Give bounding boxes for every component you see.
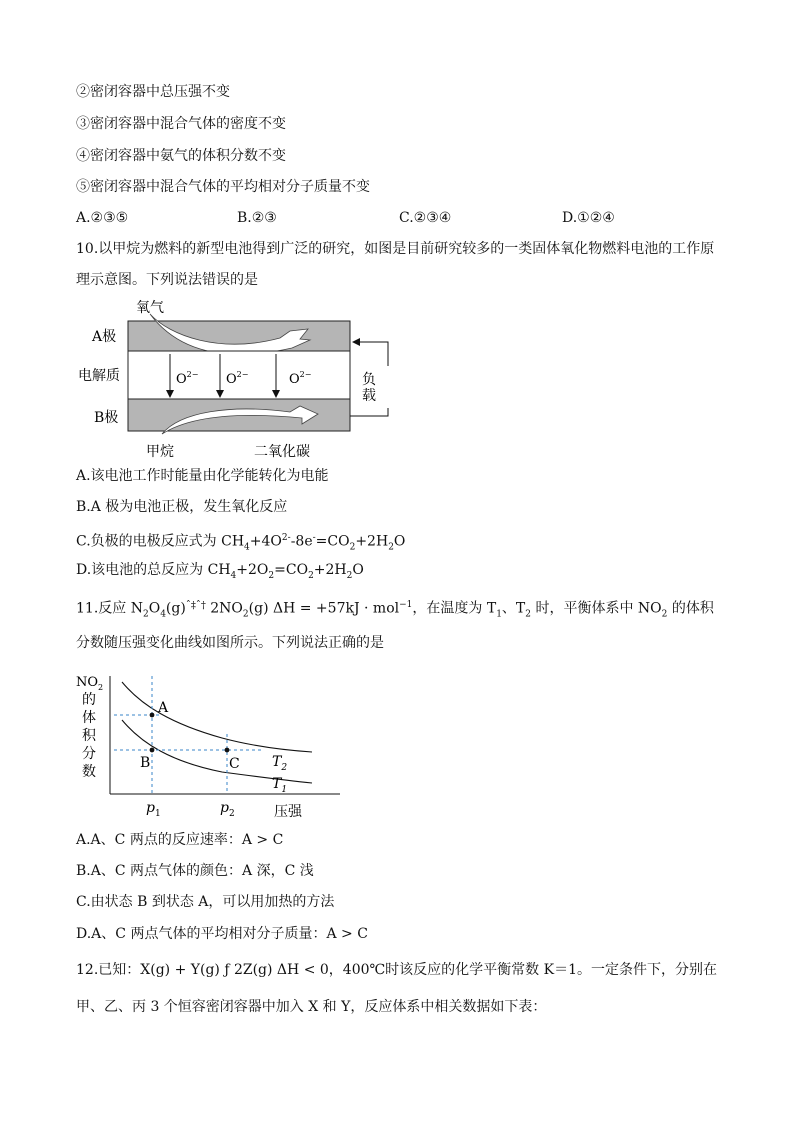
- fuel-cell-diagram: [70, 296, 400, 466]
- y-label-char-3: 积: [82, 728, 96, 744]
- q10-option-c: C.负极的电极反应式为 $CH_4+4O^{2-}-8e^-=CO_2+2H_2O$: [76, 533, 406, 553]
- q10-option-d: D.该电池的总反应为 $CH_4+2O_2=CO_2+2H_2O$: [76, 562, 364, 581]
- q11-option-a: A.A、C 两点的反应速率：A > C: [76, 832, 284, 848]
- methane-label: 甲烷: [146, 444, 174, 460]
- y-label-char-4: 分: [82, 746, 96, 762]
- curve-t2: [122, 682, 312, 752]
- q11-option-d: D.A、C 两点气体的平均相对分子质量：A > C: [76, 926, 368, 942]
- q9-option-a: A.②③⑤: [76, 210, 129, 226]
- q11-option-c: C.由状态 B 到状态 A，可以用加热的方法: [76, 894, 335, 910]
- load-box: [374, 366, 400, 408]
- electrode-b-label: B极: [94, 410, 119, 426]
- q10-stem-line2: 理示意图。下列说法错误的是: [76, 272, 258, 288]
- q10-stem-line1: 10.以甲烷为燃料的新型电池得到广泛的研究，如图是目前研究较多的一类固体氧化物燃料电池的工作原: [76, 241, 715, 257]
- q9-option-d: D.①②④: [562, 210, 615, 226]
- q11-option-b: B.A、C 两点气体的颜色：A 深，C 浅: [76, 863, 314, 879]
- electrode-a-label: A极: [92, 329, 117, 345]
- x-axis-label: 压强: [274, 804, 302, 820]
- electrolyte-label: 电解质: [78, 368, 120, 384]
- curve-t2-label: $T_2$: [272, 754, 288, 773]
- q11-stem-line2: 分数随压强变化曲线如图所示。下列说法正确的是: [76, 635, 384, 651]
- curve-t1-label: $T_1$: [272, 776, 288, 795]
- q11-stem-line1: 11.反应 $N_2O_4(g)^{ˆ\ddagger ˆ\dagger}$ $2NO_2(g) \Delta H = +57kJ \cdot mol^{-1}$，在温度为 $T_1$、$T_2$ 时，平衡体系中 $NO_2$ 的体积: [76, 600, 714, 620]
- statement-5: ⑤密闭容器中混合气体的平均相对分子质量不变: [76, 179, 370, 195]
- ion-label-1: $O^{2-}$: [176, 370, 199, 387]
- point-a: [150, 713, 155, 718]
- y-label-no2: $NO_2$: [76, 675, 104, 692]
- co2-label: 二氧化碳: [254, 444, 310, 460]
- y-label-char-1: 的: [82, 692, 96, 708]
- y-label-char-5: 数: [82, 764, 96, 780]
- load-label-1: 负: [362, 372, 376, 388]
- q12-stem-line1: 12.已知：X(g) + Y(g) ƒ 2Z(g) ΔH < 0，400℃时该反应的化学平衡常数 K＝1。一定条件下，分别在: [76, 962, 717, 978]
- q9-option-c: C.②③④: [399, 210, 452, 226]
- point-c-label: C: [229, 756, 240, 772]
- q12-stem-line2: 甲、乙、丙 3 个恒容密闭容器中加入 X 和 Y，反应体系中相关数据如下表：: [76, 999, 547, 1015]
- ion-label-2: $O^{2-}$: [226, 370, 249, 387]
- no2-pressure-chart: [72, 672, 342, 822]
- point-a-label: A: [158, 700, 169, 716]
- statement-4: ④密闭容器中氨气的体积分数不变: [76, 148, 286, 164]
- q10-option-b: B.A 极为电池正极，发生氧化反应: [76, 499, 288, 515]
- load-label-2: 载: [362, 388, 376, 404]
- point-b: [150, 748, 155, 753]
- statement-3: ③密闭容器中混合气体的密度不变: [76, 116, 286, 132]
- q9-option-b: B.②③: [237, 210, 277, 226]
- y-label-char-2: 体: [82, 710, 96, 726]
- statement-2: ②密闭容器中总压强不变: [76, 84, 230, 100]
- x-tick-p1: $p_1$: [146, 800, 161, 819]
- q10-option-a: A.该电池工作时能量由化学能转化为电能: [76, 468, 329, 484]
- point-c: [225, 748, 230, 753]
- ion-label-3: $O^{2-}$: [289, 370, 312, 387]
- x-tick-p2: $p_2$: [220, 800, 235, 819]
- oxygen-label: 氧气: [136, 300, 164, 316]
- point-b-label: B: [140, 755, 151, 771]
